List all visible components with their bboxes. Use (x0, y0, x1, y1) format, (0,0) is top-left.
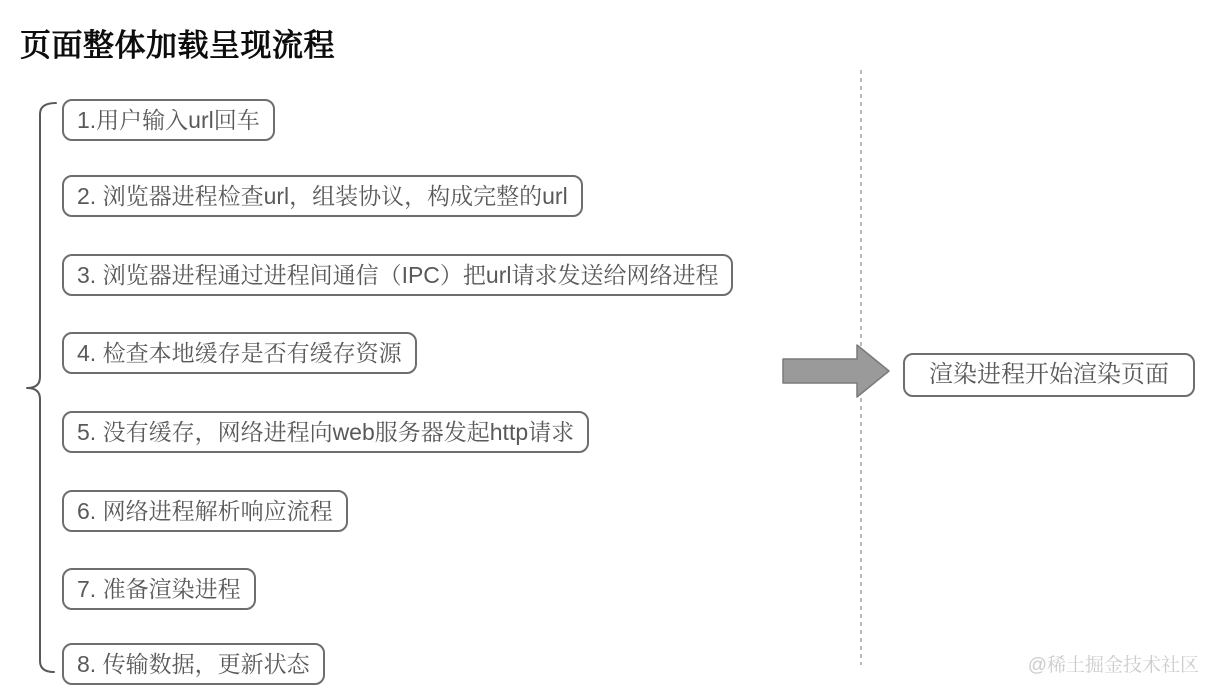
flow-step-7: 7. 准备渲染进程 (62, 568, 256, 610)
page-title: 页面整体加载呈现流程 (20, 28, 335, 63)
right-arrow-icon (783, 345, 889, 397)
result-box: 渲染进程开始渲染页面 (903, 353, 1195, 397)
flow-step-3: 3. 浏览器进程通过进程间通信（IPC）把url请求发送给网络进程 (62, 254, 733, 296)
flow-step-5: 5. 没有缓存，网络进程向web服务器发起http请求 (62, 411, 589, 453)
flow-step-8: 8. 传输数据，更新状态 (62, 643, 325, 685)
flow-step-6: 6. 网络进程解析响应流程 (62, 490, 348, 532)
flow-step-1: 1.用户输入url回车 (62, 99, 275, 141)
group-bracket (27, 103, 56, 672)
flow-step-4: 4. 检查本地缓存是否有缓存资源 (62, 332, 417, 374)
watermark: @稀土掘金技术社区 (1027, 655, 1199, 676)
flow-step-2: 2. 浏览器进程检查url，组装协议，构成完整的url (62, 175, 583, 217)
